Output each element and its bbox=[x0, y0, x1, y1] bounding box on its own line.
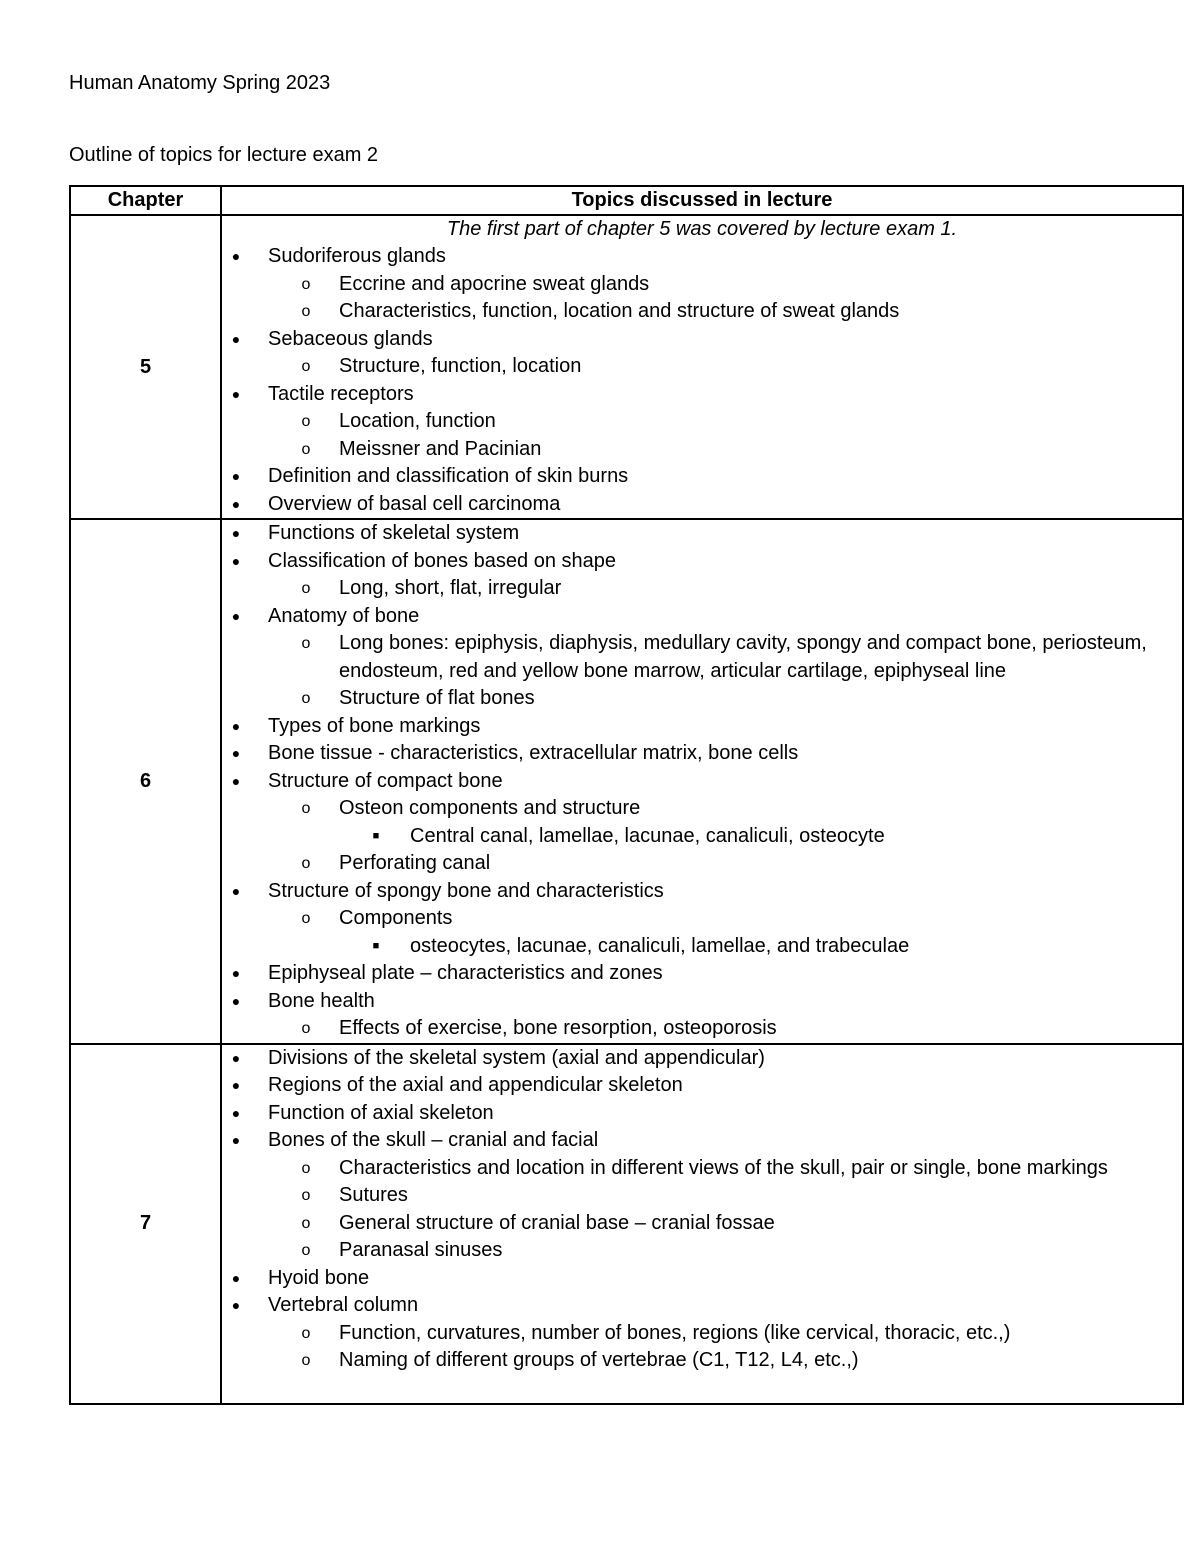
topic-text: Bone health bbox=[268, 989, 375, 1012]
chapter-note: The first part of chapter 5 was covered by lecture exam 1. bbox=[446, 218, 958, 240]
bullet-disc-icon: ● bbox=[231, 992, 241, 1009]
bullet-circle-icon: o bbox=[301, 275, 311, 293]
topic-text: Osteon components and structure bbox=[339, 797, 641, 819]
bullet-circle-icon: o bbox=[301, 635, 311, 652]
topic-text: Structure of flat bones bbox=[339, 687, 535, 709]
bullet-disc-icon: ● bbox=[231, 965, 241, 981]
topics-table bbox=[69, 185, 1184, 1405]
list-item bbox=[222, 381, 1182, 409]
topic-text: Location, function bbox=[339, 410, 496, 432]
list-item bbox=[222, 1045, 1182, 1073]
list-item bbox=[222, 630, 1182, 685]
list-item bbox=[222, 795, 1182, 823]
list-item bbox=[222, 520, 1182, 548]
topic-text: Regions of the axial and appendicular skeleton bbox=[268, 1074, 683, 1096]
list-item bbox=[222, 1072, 1182, 1100]
topic-text: Eccrine and apocrine sweat glands bbox=[339, 272, 650, 295]
table-header-row bbox=[70, 186, 1183, 215]
bullet-disc-icon: ● bbox=[231, 745, 241, 761]
bullet-square-icon: ■ bbox=[372, 939, 380, 952]
topic-text: Effects of exercise, bone resorption, osteoporosis bbox=[339, 1017, 777, 1039]
topic-text: Long, short, flat, irregular bbox=[339, 577, 562, 599]
bullet-disc-icon: ● bbox=[231, 330, 241, 347]
list-item bbox=[222, 850, 1182, 878]
bullet-circle-icon: o bbox=[301, 1187, 311, 1204]
list-item bbox=[222, 1155, 1182, 1183]
table-row bbox=[70, 215, 1183, 519]
bullet-disc-icon: ● bbox=[231, 882, 241, 899]
list-item bbox=[222, 491, 1182, 519]
topic-text: Sebaceous glands bbox=[268, 327, 433, 350]
topic-text: General structure of cranial base – cranial fossae bbox=[339, 1211, 775, 1234]
bullet-circle-icon: o bbox=[301, 358, 311, 375]
bullet-circle-icon: o bbox=[301, 303, 311, 320]
list-item bbox=[222, 905, 1182, 933]
bullet-square-icon: ■ bbox=[372, 829, 380, 842]
bullet-disc-icon: ● bbox=[231, 495, 241, 512]
topic-text: Classification of bones based on shape bbox=[268, 549, 617, 572]
bullet-circle-icon: o bbox=[301, 800, 311, 817]
list-item bbox=[222, 408, 1182, 436]
bullet-circle-icon: o bbox=[301, 690, 311, 707]
list-item bbox=[222, 768, 1182, 796]
bullet-disc-icon: ● bbox=[231, 1297, 241, 1313]
topic-text: Perforating canal bbox=[339, 852, 491, 874]
table-row bbox=[70, 1044, 1183, 1404]
column-header-chapter: Chapter bbox=[70, 186, 221, 215]
topic-text: Hyoid bone bbox=[268, 1266, 370, 1289]
list-item bbox=[222, 575, 1182, 603]
topic-text: Epiphyseal plate – characteristics and zones bbox=[268, 962, 663, 984]
bullet-disc-icon: ● bbox=[231, 1077, 241, 1093]
topic-text: Bone tissue - characteristics, extracellular matrix, bone cells bbox=[268, 742, 799, 764]
topic-list bbox=[222, 243, 1182, 518]
topic-text: Structure, function, location bbox=[339, 355, 582, 377]
topic-text: Types of bone markings bbox=[268, 714, 481, 737]
list-item bbox=[222, 271, 1182, 299]
topic-text: Characteristics and location in different views of the skull, pair or single, bone markings bbox=[339, 1156, 1108, 1179]
topics-cell bbox=[221, 519, 1183, 1044]
bullet-circle-icon: o bbox=[301, 855, 311, 872]
topic-list bbox=[222, 520, 1182, 1043]
list-item bbox=[222, 298, 1182, 326]
list-item bbox=[222, 353, 1182, 381]
list-item bbox=[222, 960, 1182, 988]
topic-text: Meissner and Pacinian bbox=[339, 437, 542, 460]
topics-cell bbox=[221, 1044, 1183, 1404]
list-item bbox=[222, 548, 1182, 576]
bullet-circle-icon: o bbox=[301, 1214, 311, 1232]
bullet-disc-icon: ● bbox=[231, 1269, 241, 1286]
chapter-number: 6 bbox=[70, 519, 221, 1044]
topic-text: Sudoriferous glands bbox=[268, 245, 446, 267]
topic-text: Long bones: epiphysis, diaphysis, medullary cavity, spongy and compact bone, periosteum, endosteum, red and yellow bone marrow, articular cartilage, epiphyseal line bbox=[339, 632, 1147, 682]
topic-text: Functions of skeletal system bbox=[268, 522, 520, 544]
topic-text: Divisions of the skeletal system (axial and appendicular) bbox=[268, 1046, 765, 1069]
list-item bbox=[222, 1320, 1182, 1348]
topic-list bbox=[222, 1045, 1182, 1403]
list-item bbox=[222, 988, 1182, 1016]
list-item bbox=[222, 933, 1182, 961]
outline-subtitle: Outline of topics for lecture exam 2 bbox=[69, 144, 379, 166]
topics-cell bbox=[221, 215, 1183, 519]
bullet-disc-icon: ● bbox=[231, 1049, 241, 1066]
topic-text: Naming of different groups of vertebrae (C1, T12, L4, etc.,) bbox=[339, 1349, 859, 1371]
list-item bbox=[222, 823, 1182, 851]
bullet-circle-icon: o bbox=[301, 1242, 311, 1259]
list-item bbox=[222, 1210, 1182, 1238]
topic-text: Sutures bbox=[339, 1184, 408, 1206]
topic-text: Tactile receptors bbox=[268, 382, 414, 405]
list-item bbox=[222, 1100, 1182, 1128]
topic-text: Function, curvatures, number of bones, regions (like cervical, thoracic, etc.,) bbox=[339, 1321, 1011, 1344]
topic-text: Structure of compact bone bbox=[268, 769, 503, 792]
list-item bbox=[222, 603, 1182, 631]
bullet-disc-icon: ● bbox=[231, 1104, 241, 1121]
bullet-circle-icon: o bbox=[301, 1324, 311, 1342]
chapter-number: 7 bbox=[70, 1044, 221, 1404]
column-header-topics: Topics discussed in lecture bbox=[221, 186, 1183, 215]
bullet-disc-icon: ● bbox=[231, 607, 241, 624]
topic-text: Vertebral column bbox=[268, 1294, 419, 1316]
bullet-circle-icon: o bbox=[301, 1159, 311, 1177]
bullet-circle-icon: o bbox=[301, 440, 311, 458]
bullet-circle-icon: o bbox=[301, 1020, 311, 1037]
topic-text: osteocytes, lacunae, canaliculi, lamellae, and trabeculae bbox=[410, 934, 910, 957]
bullet-circle-icon: o bbox=[301, 580, 311, 597]
table-row bbox=[70, 519, 1183, 1044]
bullet-circle-icon: o bbox=[301, 1352, 311, 1369]
bullet-disc-icon: ● bbox=[231, 1132, 241, 1148]
list-item bbox=[222, 1237, 1182, 1265]
list-item bbox=[222, 436, 1182, 464]
chapter-number: 5 bbox=[70, 215, 221, 519]
bullet-disc-icon: ● bbox=[231, 248, 241, 264]
bullet-disc-icon: ● bbox=[231, 525, 241, 541]
list-item bbox=[222, 1292, 1182, 1320]
list-item bbox=[222, 326, 1182, 354]
list-item bbox=[222, 685, 1182, 713]
topic-text: Characteristics, function, location and structure of sweat glands bbox=[339, 300, 900, 322]
bullet-circle-icon: o bbox=[301, 413, 311, 430]
list-item bbox=[222, 1265, 1182, 1293]
topic-text: Function of axial skeleton bbox=[268, 1101, 494, 1124]
list-item bbox=[222, 740, 1182, 768]
topic-text: Central canal, lamellae, lacunae, canaliculi, osteocyte bbox=[410, 824, 885, 847]
topic-text: Definition and classification of skin burns bbox=[268, 465, 629, 487]
topic-text: Components bbox=[339, 907, 453, 929]
bullet-disc-icon: ● bbox=[231, 772, 241, 789]
bullet-disc-icon: ● bbox=[231, 385, 241, 402]
topic-text: Overview of basal cell carcinoma bbox=[268, 492, 561, 515]
topic-text: Structure of spongy bone and characteristics bbox=[268, 879, 664, 902]
table-body bbox=[70, 215, 1183, 1404]
bullet-disc-icon: ● bbox=[231, 468, 241, 484]
list-item bbox=[222, 1347, 1182, 1375]
bullet-disc-icon: ● bbox=[231, 552, 241, 569]
topic-text: Paranasal sinuses bbox=[339, 1239, 503, 1261]
topic-text: Anatomy of bone bbox=[268, 604, 420, 627]
list-item bbox=[222, 1182, 1182, 1210]
list-item bbox=[222, 243, 1182, 271]
list-item bbox=[222, 713, 1182, 741]
topic-text: Bones of the skull – cranial and facial bbox=[268, 1129, 599, 1151]
bullet-circle-icon: o bbox=[301, 910, 311, 927]
course-title: Human Anatomy Spring 2023 bbox=[69, 72, 331, 94]
list-item bbox=[222, 1127, 1182, 1155]
list-item bbox=[222, 463, 1182, 491]
list-item bbox=[222, 878, 1182, 906]
list-item bbox=[222, 1015, 1182, 1043]
bullet-disc-icon: ● bbox=[231, 717, 241, 734]
